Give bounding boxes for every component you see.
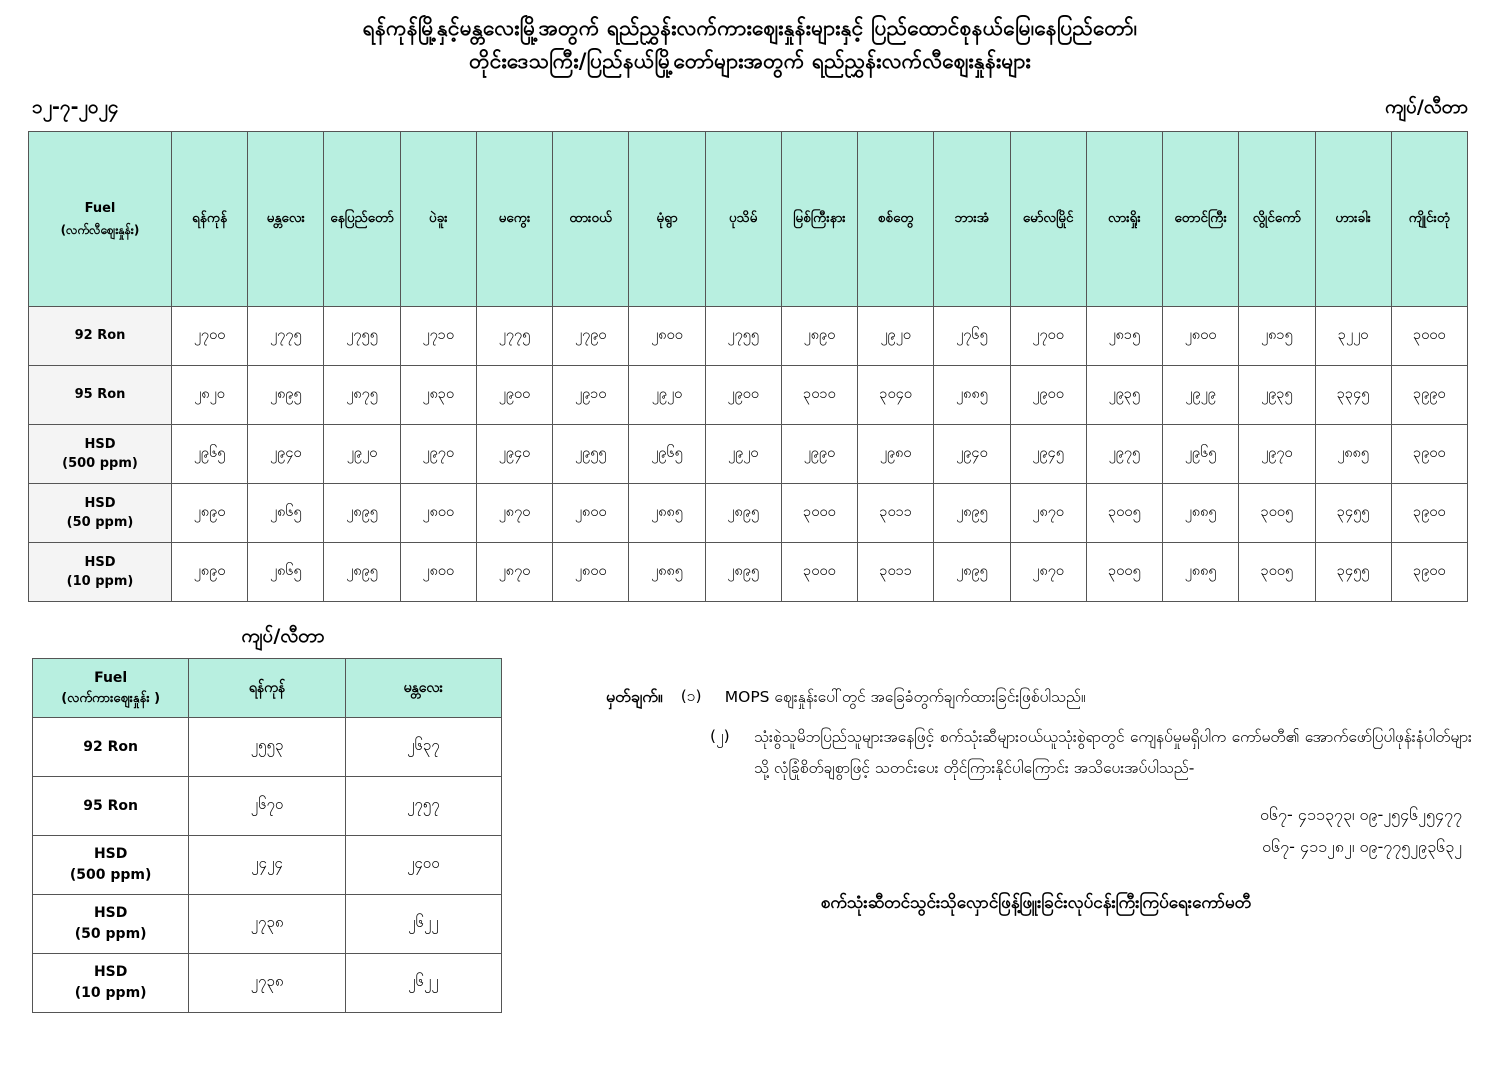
price-cell: ၂၉၇၅	[1086, 425, 1162, 484]
column-header: ရန်ကုန်	[172, 132, 248, 307]
price-cell: ၃၀၀၅	[1086, 543, 1162, 602]
price-cell: ၂၈၇၀	[476, 484, 552, 543]
row-label	[33, 718, 189, 777]
row-label-main: 92 Ron	[83, 738, 139, 755]
note-item-1	[606, 682, 1472, 712]
price-cell: ၃၀၀၀	[781, 484, 857, 543]
page-title	[28, 0, 1472, 77]
column-header: စစ်တွေ	[858, 132, 934, 307]
price-cell: ၂၇၀၀	[172, 307, 248, 366]
price-cell: ၂၈၉၀	[172, 543, 248, 602]
price-cell: ၂၈၇၅	[324, 366, 400, 425]
column-header: လားရှိုး	[1086, 132, 1162, 307]
price-cell: ၂၇၅၅	[705, 307, 781, 366]
price-cell: ၂၇၆၅	[934, 307, 1010, 366]
price-cell: ၂၆၃၇	[345, 718, 501, 777]
price-cell: ၃၃၄၅	[1315, 366, 1391, 425]
row-label	[29, 543, 172, 602]
column-header: ပဲခူး	[400, 132, 476, 307]
price-cell: ၂၉၀၀	[476, 366, 552, 425]
price-cell: ၂၇၇၅	[248, 307, 324, 366]
price-cell: ၂၈၀၀	[400, 543, 476, 602]
price-cell: ၂၈၉၅	[324, 484, 400, 543]
price-cell: ၂၈၈၅	[1163, 484, 1239, 543]
price-cell: ၂၇၁၀	[400, 307, 476, 366]
unit-label: ကျပ်/လီတာ	[1385, 96, 1468, 119]
column-header: တောင်ကြီး	[1163, 132, 1239, 307]
row-label-main: 95 Ron	[83, 797, 139, 814]
price-cell: ၃၀၁၁	[858, 484, 934, 543]
table-row	[33, 777, 502, 836]
announcement-date: ၁၂-၇-၂၀၂၄	[32, 96, 119, 119]
main-fuel-header	[29, 132, 172, 307]
price-cell: ၂၈၉၅	[705, 543, 781, 602]
table-row	[29, 484, 1468, 543]
phone-line: ၀၆၇- ၄၁၁၃၇၃၊ ၀၉-၂၅၄၆၂၅၄၇၇	[1260, 804, 1462, 824]
main-fuel-header-sub: (လက်လီဈေးနှုန်း)	[60, 222, 140, 237]
date-and-unit-row	[28, 95, 1472, 123]
price-cell: ၂၆၇၀	[189, 777, 345, 836]
price-cell: ၂၈၆၅	[248, 484, 324, 543]
price-cell: ၂၉၂၀	[324, 425, 400, 484]
row-label-sub: (50 ppm)	[74, 926, 147, 943]
price-cell: ၂၉၆၅	[629, 425, 705, 484]
price-cell: ၂၈၈၅	[1163, 543, 1239, 602]
row-label	[29, 307, 172, 366]
wholesale-fuel-header-sub: (လက်ကားဈေးနှုန်း )	[61, 690, 161, 706]
price-cell: ၂၉၂၀	[858, 307, 934, 366]
price-cell: ၂၆၂၂	[345, 895, 501, 954]
column-header: မကွေး	[476, 132, 552, 307]
issuing-organization: စက်သုံးဆီတင်သွင်းသိုလှောင်ဖြန့်ဖြူးခြင်းလုပ်ငန်းကြီးကြပ်ရေးကော်မတီ	[820, 892, 1252, 913]
price-cell: ၂၈၇၀	[1010, 543, 1086, 602]
price-cell: ၂၅၅၃	[189, 718, 345, 777]
price-cell: ၂၉၇၀	[400, 425, 476, 484]
price-cell: ၂၉၄၀	[476, 425, 552, 484]
price-cell: ၂၇၀၀	[1010, 307, 1086, 366]
price-cell: ၂၉၃၅	[1239, 366, 1315, 425]
main-table-header-row	[29, 132, 1468, 307]
price-cell: ၃၀၀၀	[1391, 307, 1467, 366]
price-cell: ၃၉၀၀	[1391, 543, 1467, 602]
row-label-sub: (500 ppm)	[62, 456, 138, 472]
row-label-main: HSD	[84, 554, 116, 570]
price-cell: ၂၉၂၀	[629, 366, 705, 425]
wholesale-table-body	[33, 718, 502, 1013]
row-label-main: 92 Ron	[74, 328, 126, 344]
wholesale-table-header-row	[33, 659, 502, 718]
price-cell: ၂၈၉၅	[934, 543, 1010, 602]
row-label	[29, 484, 172, 543]
note-number: (၂)	[710, 727, 730, 746]
price-cell: ၃၀၁၀	[781, 366, 857, 425]
column-header: လွိုင်ကော်	[1239, 132, 1315, 307]
table-row	[29, 543, 1468, 602]
price-cell: ၃၄၅၅	[1315, 543, 1391, 602]
price-cell: ၂၈၈၅	[934, 366, 1010, 425]
notes-label: မှတ်ချက်။	[606, 687, 663, 707]
price-cell: ၂၉၂၉	[1163, 366, 1239, 425]
wholesale-fuel-header	[33, 659, 189, 718]
notes-section	[528, 624, 1472, 919]
table-row	[29, 366, 1468, 425]
table-row	[33, 836, 502, 895]
price-cell: ၂၉၉၀	[781, 425, 857, 484]
contact-phones	[606, 799, 1472, 863]
price-cell: ၃၀၄၀	[858, 366, 934, 425]
price-cell: ၂၈၀၀	[629, 307, 705, 366]
column-header: မန္တလေး	[345, 659, 501, 718]
price-cell: ၂၇၅၅	[324, 307, 400, 366]
price-cell: ၂၈၇၀	[1010, 484, 1086, 543]
price-cell: ၂၈၆၅	[248, 543, 324, 602]
price-cell: ၂၇၃၈	[189, 954, 345, 1013]
price-cell: ၂၉၀၀	[705, 366, 781, 425]
main-table-body	[29, 307, 1468, 602]
column-header: ထားဝယ်	[553, 132, 629, 307]
price-cell: ၂၇၉၀	[553, 307, 629, 366]
row-label-main: HSD	[93, 905, 128, 922]
price-cell: ၂၄၀၀	[345, 836, 501, 895]
price-cell: ၂၉၇၀	[1239, 425, 1315, 484]
row-label	[29, 366, 172, 425]
price-cell: ၃၀၀၀	[781, 543, 857, 602]
note-text: MOPS ဈေးနှုန်းပေါ်တွင် အခြေခံတွက်ချက်ထားခြင်းဖြစ်ပါသည်။	[724, 688, 1086, 707]
row-label-sub: (10 ppm)	[66, 574, 134, 590]
wholesale-table-header	[33, 659, 502, 718]
column-header: မုံရွာ	[629, 132, 705, 307]
row-label	[33, 777, 189, 836]
price-cell: ၂၉၈၀	[858, 425, 934, 484]
row-label	[33, 836, 189, 895]
price-cell: ၂၉၃၅	[1086, 366, 1162, 425]
price-cell: ၂၈၉၅	[248, 366, 324, 425]
price-cell: ၂၇၃၈	[189, 895, 345, 954]
price-cell: ၂၆၂၂	[345, 954, 501, 1013]
row-label	[33, 954, 189, 1013]
price-cell: ၂၈၃၀	[400, 366, 476, 425]
price-cell: ၃၀၀၅	[1086, 484, 1162, 543]
price-cell: ၂၈၉၅	[324, 543, 400, 602]
price-cell: ၂၉၁၀	[553, 366, 629, 425]
wholesale-price-table	[32, 658, 502, 1013]
phone-line: ၀၆၇- ၄၁၁၂၈၂၊ ၀၉-၇၇၅၂၉၃၆၃၂	[1262, 836, 1462, 856]
price-cell: ၂၈၁၅	[1239, 307, 1315, 366]
main-table-header	[29, 132, 1468, 307]
column-header: မော်လမြိုင်	[1010, 132, 1086, 307]
column-header: ဘားအံ	[934, 132, 1010, 307]
price-cell: ၃၀၀၅	[1239, 543, 1315, 602]
price-cell: ၂၉၀၀	[1010, 366, 1086, 425]
row-label	[33, 895, 189, 954]
price-cell: ၂၉၄၅	[1010, 425, 1086, 484]
column-header: ဟားခါး	[1315, 132, 1391, 307]
price-cell: ၂၉၆၅	[172, 425, 248, 484]
price-cell: ၂၇၇၅	[476, 307, 552, 366]
note-text: သုံးစွဲသူမိဘပြည်သူများအနေဖြင့် စက်သုံးဆီများဝယ်ယူသုံးစွဲရာတွင် ကျေနပ်မှုမရှိပါက ကော်မတီ၏ အောက်ဖော်ပြပါဖုန်းနံပါတ်များသို့ လုံခြုံစိတ်ချစွာဖြင့် သတင်းပေး တိုင်ကြားနိုင်ပါကြောင်း အသိပေးအပ်ပါသည်-	[754, 728, 1472, 777]
price-cell: ၃၉၀၀	[1391, 425, 1467, 484]
column-header: ရန်ကုန်	[189, 659, 345, 718]
column-header: ကျိုင်းတုံ	[1391, 132, 1467, 307]
price-cell: ၂၈၀၀	[553, 543, 629, 602]
column-header: မြစ်ကြီးနား	[781, 132, 857, 307]
title-line-1: ရန်ကုန်မြို့နှင့်မန္တလေးမြို့အတွက် ရည်ညွှန်းလက်ကားဈေးနှုန်းများနှင့် ပြည်ထောင်စုနယ်မြေ၊နေပြည်တော်၊	[362, 16, 1138, 40]
row-label	[29, 425, 172, 484]
price-cell: ၃၂၂၀	[1315, 307, 1391, 366]
price-cell: ၂၇၅၇	[345, 777, 501, 836]
price-cell: ၂၈၂၀	[172, 366, 248, 425]
note-number: (၁)	[680, 687, 702, 706]
price-cell: ၂၈၀၀	[400, 484, 476, 543]
row-label-main: HSD	[84, 436, 116, 452]
retail-price-table	[28, 131, 1468, 602]
table-row	[29, 425, 1468, 484]
note-item-2	[710, 722, 1472, 782]
column-header: မန္တလေး	[248, 132, 324, 307]
row-label-main: HSD	[93, 964, 128, 981]
row-label-sub: (500 ppm)	[69, 867, 152, 884]
price-cell: ၂၈၉၅	[705, 484, 781, 543]
price-cell: ၂၉၅၅	[553, 425, 629, 484]
price-cell: ၃၉၉၀	[1391, 366, 1467, 425]
price-cell: ၂၈၈၅	[629, 484, 705, 543]
price-cell: ၂၈၈၅	[1315, 425, 1391, 484]
table-row	[33, 895, 502, 954]
table-row	[29, 307, 1468, 366]
price-cell: ၂၈၀၀	[553, 484, 629, 543]
price-cell: ၃၀၁၁	[858, 543, 934, 602]
unit-label-2: ကျပ်/လီတာ	[241, 625, 325, 648]
price-cell: ၃၄၅၅	[1315, 484, 1391, 543]
table-row	[33, 954, 502, 1013]
main-fuel-header-label: Fuel	[84, 200, 116, 216]
price-cell: ၃၉၀၀	[1391, 484, 1467, 543]
price-cell: ၂၈၇၀	[476, 543, 552, 602]
table-row	[33, 718, 502, 777]
price-cell: ၂၈၉၀	[172, 484, 248, 543]
price-cell: ၂၈၈၅	[629, 543, 705, 602]
price-cell: ၂၈၉၀	[781, 307, 857, 366]
price-cell: ၂၈၀၀	[1163, 307, 1239, 366]
price-cell: ၂၉၄၀	[934, 425, 1010, 484]
column-header: နေပြည်တော်	[324, 132, 400, 307]
wholesale-section	[28, 624, 528, 1013]
lower-section	[28, 624, 1472, 1013]
title-line-2: တိုင်းဒေသကြီး/ပြည်နယ်မြို့တော်များအတွက် ရည်ညွှန်းလက်လီဈေးနှုန်းများ	[469, 48, 1031, 73]
row-label-main: 95 Ron	[74, 387, 126, 403]
price-cell: ၂၉၆၅	[1163, 425, 1239, 484]
price-cell: ၂၈၁၅	[1086, 307, 1162, 366]
row-label-main: HSD	[84, 495, 116, 511]
price-cell: ၂၈၉၅	[934, 484, 1010, 543]
row-label-main: HSD	[93, 846, 128, 863]
column-header: ပုသိမ်	[705, 132, 781, 307]
price-cell: ၂၉၄၀	[248, 425, 324, 484]
wholesale-fuel-header-label: Fuel	[94, 669, 128, 686]
row-label-sub: (10 ppm)	[74, 985, 147, 1002]
price-cell: ၃၀၀၅	[1239, 484, 1315, 543]
price-cell: ၂၉၂၀	[705, 425, 781, 484]
row-label-sub: (50 ppm)	[66, 515, 134, 531]
price-cell: ၂၄၂၄	[189, 836, 345, 895]
